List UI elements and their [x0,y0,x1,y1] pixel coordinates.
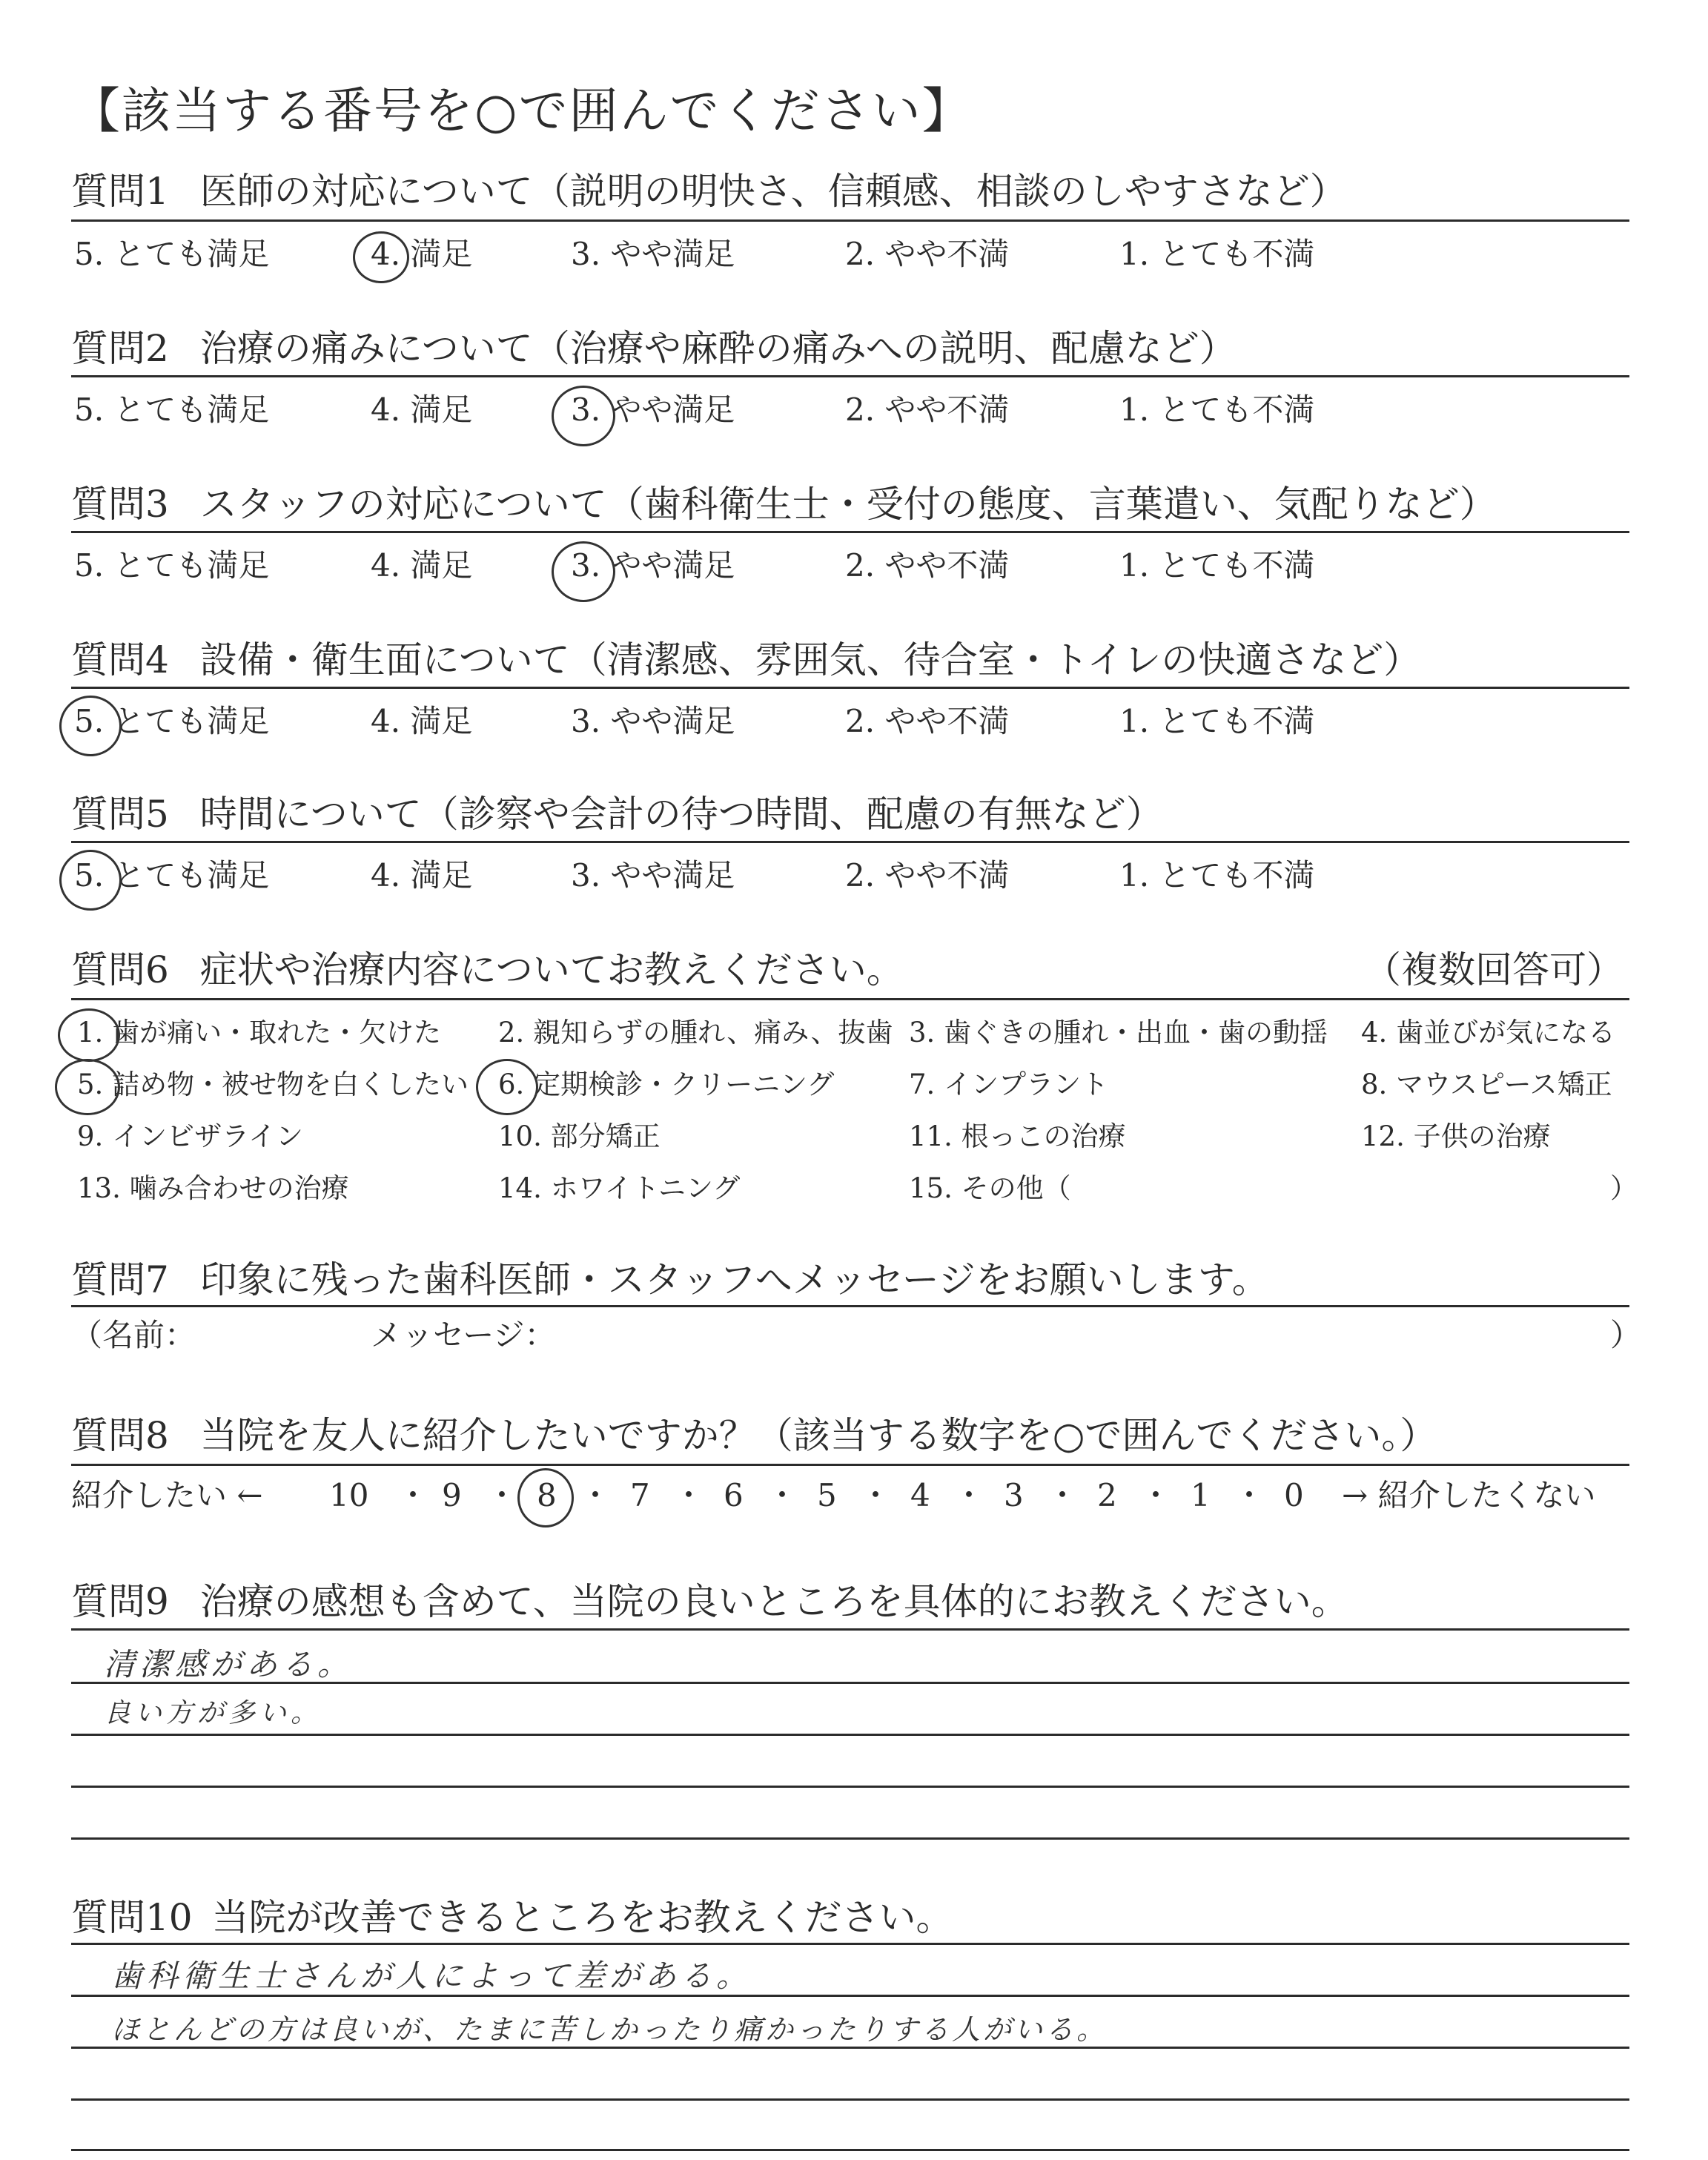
q4-option-5[interactable]: 5. とても満足 [74,703,270,739]
question-1 [71,169,1347,214]
scale-dot: ・ [953,1477,985,1513]
question-text: 治療の感想も含めて、当院の良いところを具体的にお教えください。 [199,1580,1348,1623]
selection-circle [517,1468,574,1527]
selection-circle [476,1059,538,1115]
divider [71,687,1629,689]
writing-line [71,2098,1629,2101]
question-text: 治療の痛みについて（治療や麻酔の痛みへの説明、配慮など） [199,327,1237,370]
q3-option-2[interactable]: 2. やや不満 [845,547,1010,584]
q8-scale-3[interactable]: 3 [1004,1477,1024,1513]
q8-right-label: → 紹介したくない [1342,1477,1596,1513]
q6-option-9[interactable]: 9. インビザライン [77,1120,303,1152]
scale-dot: ・ [1140,1477,1172,1513]
question-8 [71,1413,1437,1458]
scale-dot: ・ [397,1477,429,1513]
q6-option-4[interactable]: 4. 歯並びが気になる [1361,1017,1616,1048]
page-title: 【該当する番号を○で囲んでください】 [71,82,973,139]
scale-dot: ・ [1234,1477,1265,1513]
question-label: 質問7 [71,1258,169,1301]
question-text: 印象に残った歯科医師・スタッフへメッセージをお願いします。 [199,1258,1269,1301]
q8-scale-0[interactable]: 0 [1284,1477,1304,1513]
question-3 [71,482,1497,526]
q2-option-5[interactable]: 5. とても満足 [74,392,270,428]
q5-option-4[interactable]: 4. 満足 [371,857,473,894]
scale-dot: ・ [673,1477,705,1513]
question-label: 質問6 [71,948,169,991]
question-text: 医師の対応について（説明の明快さ、信頼感、相談のしやすさなど） [199,170,1347,213]
q7-close: ） [1610,1317,1642,1353]
selection-circle [552,386,615,446]
question-9 [71,1579,1348,1624]
question-label: 質問1 [71,170,169,213]
question-text: 症状や治療内容についてお教えください。 [199,948,904,991]
q8-scale-9[interactable]: 9 [442,1477,462,1513]
question-5 [71,792,1163,836]
q5-option-3[interactable]: 3. やや満足 [571,857,735,894]
q6-option-11[interactable]: 11. 根っこの治療 [909,1120,1126,1152]
scale-dot: ・ [580,1477,612,1513]
selection-circle [58,1008,120,1062]
q6-option-2[interactable]: 2. 親知らずの腫れ、痛み、抜歯 [498,1017,893,1048]
q6-option-15-close: ） [1610,1172,1638,1204]
q6-option-14[interactable]: 14. ホワイトニング [498,1172,741,1204]
q10-answer-line-2: ほとんどの方は良いが、たまに苦しかったり痛かったりする人がいる。 [111,2013,1108,2046]
selection-circle [55,1059,120,1115]
question-label: 質問2 [71,327,169,370]
q8-scale-1[interactable]: 1 [1191,1477,1211,1513]
q6-option-1[interactable]: 1. 歯が痛い・取れた・欠けた [77,1017,442,1048]
q3-option-4[interactable]: 4. 満足 [371,547,473,584]
scale-dot: ・ [486,1477,518,1513]
scale-dot: ・ [767,1477,798,1513]
q6-option-10[interactable]: 10. 部分矯正 [498,1120,661,1152]
q4-option-3[interactable]: 3. やや満足 [571,703,735,739]
q1-option-2[interactable]: 2. やや不満 [845,236,1010,272]
q2-option-1[interactable]: 1. とても不満 [1119,392,1315,428]
q7-name-label: （名前： [71,1317,196,1353]
q8-scale-5[interactable]: 5 [817,1477,837,1513]
divider [71,841,1629,843]
scale-dot: ・ [1047,1477,1079,1513]
writing-line [71,1628,1629,1631]
q8-scale-8[interactable]: 8 [537,1477,557,1513]
q8-scale-10[interactable]: 10 [329,1477,369,1513]
question-label: 質問8 [71,1414,169,1457]
q3-option-3[interactable]: 3. やや満足 [571,547,735,584]
q8-scale-4[interactable]: 4 [910,1477,930,1513]
q6-option-12[interactable]: 12. 子供の治療 [1361,1120,1551,1152]
question-label: 質問10 [71,1896,193,1939]
q6-option-6[interactable]: 6. 定期検診・クリーニング [498,1069,835,1100]
writing-line [71,1734,1629,1736]
q2-option-2[interactable]: 2. やや不満 [845,392,1010,428]
divider [71,1464,1629,1466]
q10-answer-line-1: 歯科衛生士さんが人によって差がある。 [111,1958,752,1994]
q4-option-4[interactable]: 4. 満足 [371,703,473,739]
q1-option-4[interactable]: 4. 満足 [371,236,473,272]
question-text: 当院を友人に紹介したいですか？（該当する数字を○で囲んでください。） [199,1414,1437,1457]
writing-line [71,2149,1629,2151]
q2-option-3[interactable]: 3. やや満足 [571,392,735,428]
question-2 [71,326,1237,371]
q5-option-5[interactable]: 5. とても満足 [74,857,270,894]
writing-line [71,1943,1629,1945]
q1-option-3[interactable]: 3. やや満足 [571,236,735,272]
question-label: 質問4 [71,638,169,681]
q6-note: （複数回答可） [1364,948,1623,991]
q8-left-label: 紹介したい ← [71,1477,263,1513]
q5-option-2[interactable]: 2. やや不満 [845,857,1010,894]
question-label: 質問9 [71,1580,169,1623]
q7-message-label: メッセージ： [371,1317,556,1353]
selection-circle [59,696,122,756]
q1-option-5[interactable]: 5. とても満足 [74,236,270,272]
question-text: 時間について（診察や会計の待つ時間、配慮の有無など） [199,793,1163,836]
divider [71,998,1629,1000]
writing-line [71,1837,1629,1840]
divider [71,219,1629,222]
question-label: 質問3 [71,483,169,526]
writing-line [71,1786,1629,1788]
q2-option-4[interactable]: 4. 満足 [371,392,473,428]
selection-circle [59,850,122,911]
divider [71,531,1629,533]
q6-option-15[interactable]: 15. その他（ [909,1172,1071,1204]
question-6 [71,948,904,992]
question-text: スタッフの対応について（歯科衛生士・受付の態度、言葉遣い、気配りなど） [199,483,1497,526]
q4-option-2[interactable]: 2. やや不満 [845,703,1010,739]
q5-option-1[interactable]: 1. とても不満 [1119,857,1315,894]
question-4 [71,638,1420,682]
divider [71,375,1629,377]
selection-circle [552,541,615,602]
selection-circle [353,231,409,283]
question-10 [71,1895,953,1940]
scale-dot: ・ [860,1477,892,1513]
q9-answer-line-2: 良い方が多い。 [104,1698,322,1728]
q8-scale-6[interactable]: 6 [724,1477,744,1513]
q6-option-8[interactable]: 8. マウスピース矯正 [1361,1069,1612,1100]
q8-scale-7[interactable]: 7 [630,1477,650,1513]
q6-option-5[interactable]: 5. 詰め物・被せ物を白くしたい [77,1069,469,1100]
q8-scale-2[interactable]: 2 [1097,1477,1117,1513]
question-7 [71,1258,1269,1302]
question-text: 設備・衛生面について（清潔感、雰囲気、待合室・トイレの快適さなど） [199,638,1421,681]
question-label: 質問5 [71,793,169,836]
q9-answer-line-1: 清潔感がある。 [104,1646,354,1682]
q3-option-1[interactable]: 1. とても不満 [1119,547,1315,584]
q6-option-3[interactable]: 3. 歯ぐきの腫れ・出血・歯の動揺 [909,1017,1328,1048]
q6-option-7[interactable]: 7. インプラント [909,1069,1109,1100]
q4-option-1[interactable]: 1. とても不満 [1119,703,1315,739]
question-text: 当院が改善できるところをお教えください。 [211,1896,953,1939]
q1-option-1[interactable]: 1. とても不満 [1119,236,1315,272]
q3-option-5[interactable]: 5. とても満足 [74,547,270,584]
q6-option-13[interactable]: 13. 噛み合わせの治療 [77,1172,349,1204]
divider [71,1305,1629,1307]
